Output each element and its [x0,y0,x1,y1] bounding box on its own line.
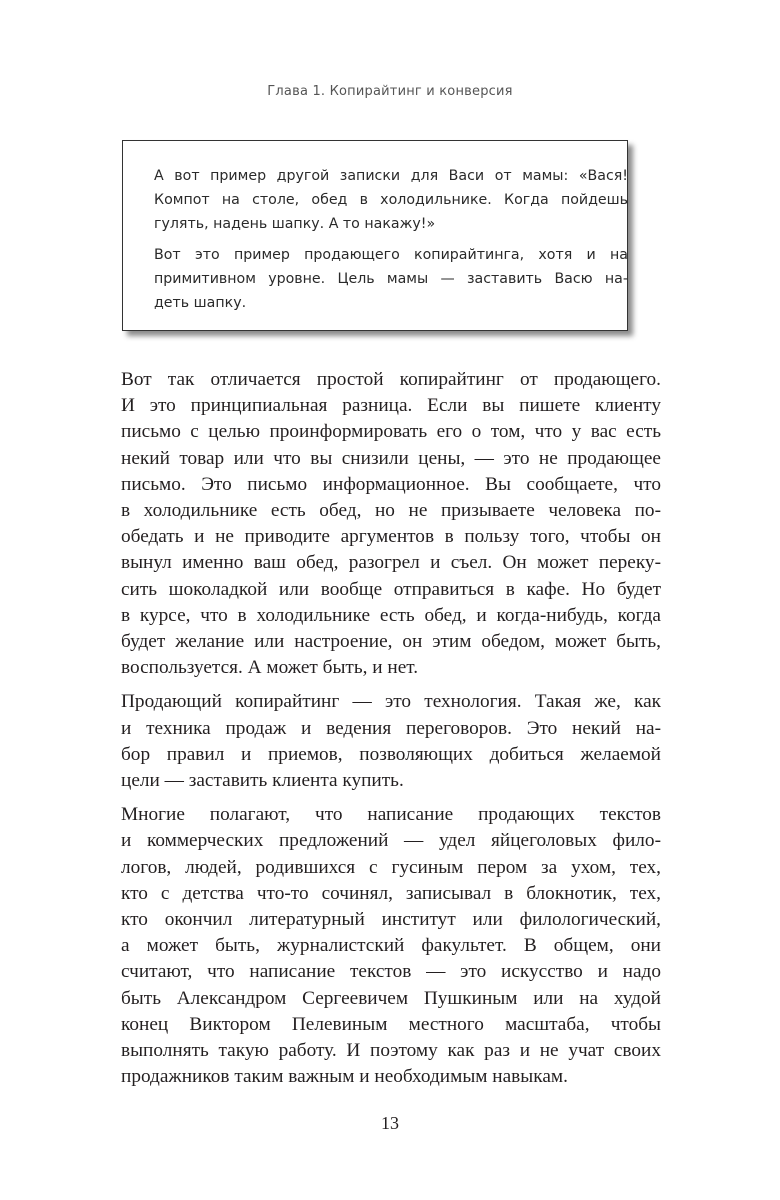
text-line: А вот пример другой записки для Васи от мамы: «Вася! [154,168,628,184]
text-line: гулять, надень шапку. А то накажу!» [154,216,436,232]
text-line: некий товар или что вы снизили цены, — это не продающее [121,447,661,469]
text-line: Вот так отличается простой копирайтинг от продающего. [121,369,661,390]
body-text [121,367,661,1098]
text-line: в холодильнике есть обед, но не призываете человека по- [121,500,661,522]
text-line: выполнять такую работу. И поэтому как раз и не учат своих [121,1040,661,1062]
text-line: будет желание или настроение, он этим обедом, может быть, [121,631,661,653]
body-paragraph [121,802,661,1090]
text-line: письмо. Это письмо информационное. Вы сообщаете, что [121,473,661,495]
callout-paragraph [154,243,628,315]
text-line: Продающий копирайтинг — это технология. Такая же, как [121,691,661,713]
text-line: цели — заставить клиента купить. [121,770,404,792]
callout-box [122,140,628,331]
text-line: бор правил и приемов, позволяющих добиться желаемой [121,743,661,765]
text-line: Компот на столе, обед в холодильнике. Когда пойдешь [154,192,628,208]
callout-paragraph [154,164,628,236]
callout-text [154,164,628,322]
text-line: воспользуется. А может быть, и нет. [121,657,419,679]
text-line: кто окончил литературный институт или филологический, [121,909,661,931]
body-paragraph [121,367,661,681]
text-line: обедать и не приводите аргументов в пользу того, чтобы он [121,526,661,548]
body-paragraph [121,689,661,794]
text-line: Вот это пример продающего копирайтинга, хотя и на [154,247,628,263]
text-line: Многие полагают, что написание продающих текстов [121,804,661,826]
text-line: конец Виктором Пелевиным местного масштаба, чтобы [121,1013,661,1035]
running-header: Глава 1. Копирайтинг и конверсия [267,84,513,99]
text-line: деть шапку. [154,295,247,311]
text-line: считают, что написание текстов — это искусство и надо [121,961,661,983]
text-line: вынул именно ваш обед, разогрел и съел. Он может переку- [121,552,661,574]
text-line: а может быть, журналистский факультет. В общем, они [121,935,661,957]
text-line: И это принципиальная разница. Если вы пишете клиенту [121,395,661,417]
text-line: и коммерческих предложений — удел яйцеголовых фило- [121,830,661,852]
text-line: в курсе, что в холодильнике есть обед, и когда-нибудь, когда [121,604,661,626]
text-line: примитивном уровне. Цель мамы — заставить Васю на- [154,271,628,287]
text-line: письмо с целью проинформировать его о том, что у вас есть [121,421,661,443]
text-line: кто с детства что-то сочинял, записывал в блокнотик, тех, [121,882,661,904]
page-number: 13 [381,1113,399,1133]
text-line: сить шоколадкой или вообще отправиться в кафе. Но будет [121,578,661,600]
text-line: и техника продаж и ведения переговоров. Это некий на- [121,717,661,739]
text-line: логов, людей, родившихся с гусиным пером за ухом, тех, [121,856,661,878]
text-line: продажников таким важным и необходимым навыкам. [121,1066,568,1088]
text-line: быть Александром Сергеевичем Пушкиным или на худой [121,987,661,1009]
